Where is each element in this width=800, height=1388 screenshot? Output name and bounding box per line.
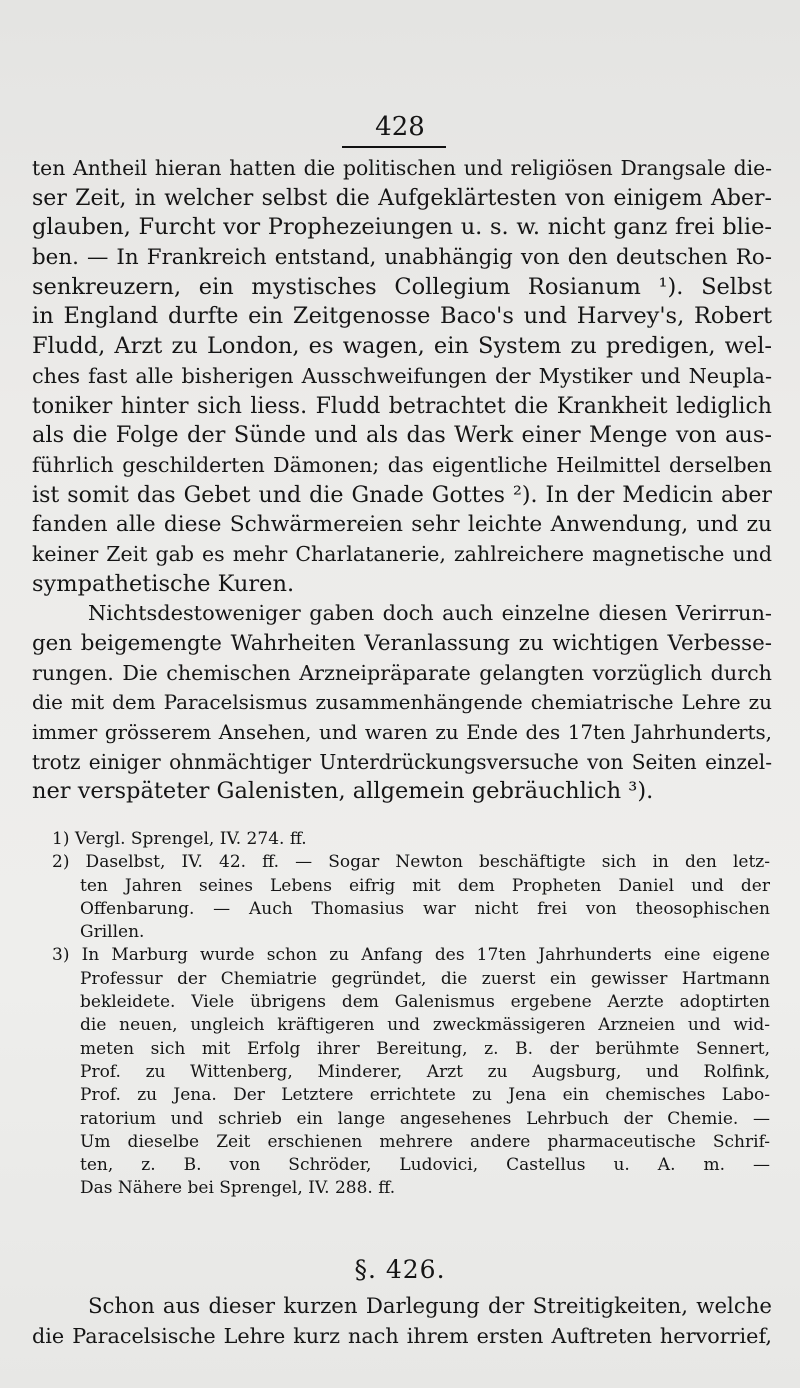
- footnote-line: ratorium und schrieb ein lange angesehenes Lehrbuch der Chemie. —: [80, 1108, 770, 1129]
- text-line: Fludd, Arzt zu London, es wagen, ein System zu predigen, wel-: [32, 333, 772, 360]
- main-text: [32, 154, 772, 807]
- text-line: die mit dem Paracelsismus zusammenhängende chemiatrische Lehre zu: [32, 691, 772, 715]
- header-rule: [342, 146, 446, 148]
- text-line: Schon aus dieser kurzen Darlegung der Streitigkeiten, welche: [88, 1294, 772, 1319]
- text-line: immer grösserem Ansehen, und waren zu Ende des 17ten Jahrhunderts,: [32, 721, 772, 745]
- footnote-line: Prof. zu Jena. Der Letztere errichtete zu Jena ein chemisches Labo-: [80, 1085, 770, 1106]
- text-line: ser Zeit, in welcher selbst die Aufgeklärtesten von einigem Aber-: [32, 185, 772, 211]
- footnote-line: meten sich mit Erfolg ihrer Bereitung, z. B. der berühmte Sennert,: [80, 1038, 770, 1059]
- footnote-line: ten Jahren seines Lebens eifrig mit dem Propheten Daniel und der: [80, 875, 770, 896]
- text-line: fanden alle diese Schwärmereien sehr leichte Anwendung, und zu: [32, 512, 772, 538]
- footnote-line: Um dieselbe Zeit erschienen mehrere andere pharmaceutische Schrif-: [80, 1131, 770, 1152]
- footnote-line: Offenbarung. — Auch Thomasius war nicht frei von theosophischen: [80, 898, 770, 919]
- text-line: ben. — In Frankreich entstand, unabhängig von den deutschen Ro-: [32, 245, 772, 271]
- text-line: ner verspäteter Galenisten, allgemein gebräuchlich ³).: [32, 778, 654, 805]
- footnote-line: ten, z. B. von Schröder, Ludovici, Castellus u. A. m. —: [80, 1155, 770, 1176]
- text-line: ches fast alle bisherigen Ausschweifungen der Mystiker und Neupla-: [32, 363, 772, 388]
- section-text: [32, 1292, 772, 1351]
- text-line: in England durfte ein Zeitgenosse Baco's und Harvey's, Robert: [32, 303, 772, 330]
- footnote-line: 2) Daselbst, IV. 42. ff. — Sogar Newton beschäftigte sich in den letz-: [52, 852, 770, 873]
- text-line: ten Antheil hieran hatten die politischen und religiösen Drangsale die-: [32, 156, 772, 180]
- footnote-line: Das Nähere bei Sprengel, IV. 288. ff.: [80, 1178, 396, 1199]
- text-line: als die Folge der Sünde und als das Werk einer Menge von aus-: [32, 422, 772, 449]
- text-line: ist somit das Gebet und die Gnade Gottes ²). In der Medicin aber: [32, 481, 772, 508]
- text-line: glauben, Furcht vor Prophezeiungen u. s. w. nicht ganz frei blie-: [32, 214, 772, 241]
- text-line: trotz einiger ohnmächtiger Unterdrückungsversuche von Seiten einzel-: [32, 749, 772, 774]
- text-line: Nichtsdestoweniger gaben doch auch einzelne diesen Verirrun-: [88, 601, 772, 626]
- text-line: keiner Zeit gab es mehr Charlatanerie, zahlreichere magnetische und: [32, 541, 772, 566]
- text-line: sympathetische Kuren.: [32, 570, 295, 597]
- page-number: 428: [375, 112, 425, 142]
- footnote-line: Grillen.: [80, 922, 145, 943]
- section-heading: §. 426.: [354, 1255, 446, 1284]
- footnote-line: bekleidete. Viele übrigens dem Galenismus ergebene Aerzte adoptirten: [80, 992, 770, 1013]
- text-line: senkreuzern, ein mystisches Collegium Rosianum ¹). Selbst: [32, 273, 772, 300]
- text-line: gen beigemengte Wahrheiten Veranlassung zu wichtigen Verbesse-: [32, 631, 772, 656]
- text-line: die Paracelsische Lehre kurz nach ihrem ersten Auftreten hervorrief,: [32, 1323, 772, 1348]
- footnote-line: 3) In Marburg wurde schon zu Anfang des 17ten Jahrhunderts eine eigene: [52, 945, 770, 966]
- text-line: toniker hinter sich liess. Fludd betrachtet die Krankheit lediglich: [32, 393, 772, 419]
- footnote-line: die neuen, ungleich kräftigeren und zweckmässigeren Arzneien und wid-: [80, 1015, 770, 1036]
- footnote-line: 1) Vergl. Sprengel, IV. 274. ff.: [52, 829, 307, 849]
- footnote-line: Professur der Chemiatrie gegründet, die zuerst ein gewisser Hartmann: [80, 968, 770, 989]
- text-line: rungen. Die chemischen Arzneipräparate gelangten vorzüglich durch: [32, 660, 772, 685]
- text-line: führlich geschilderten Dämonen; das eigentliche Heilmittel derselben: [32, 452, 772, 477]
- footnote-line: Prof. zu Wittenberg, Minderer, Arzt zu Augsburg, und Rolfink,: [80, 1061, 770, 1082]
- footnotes: [52, 828, 770, 1201]
